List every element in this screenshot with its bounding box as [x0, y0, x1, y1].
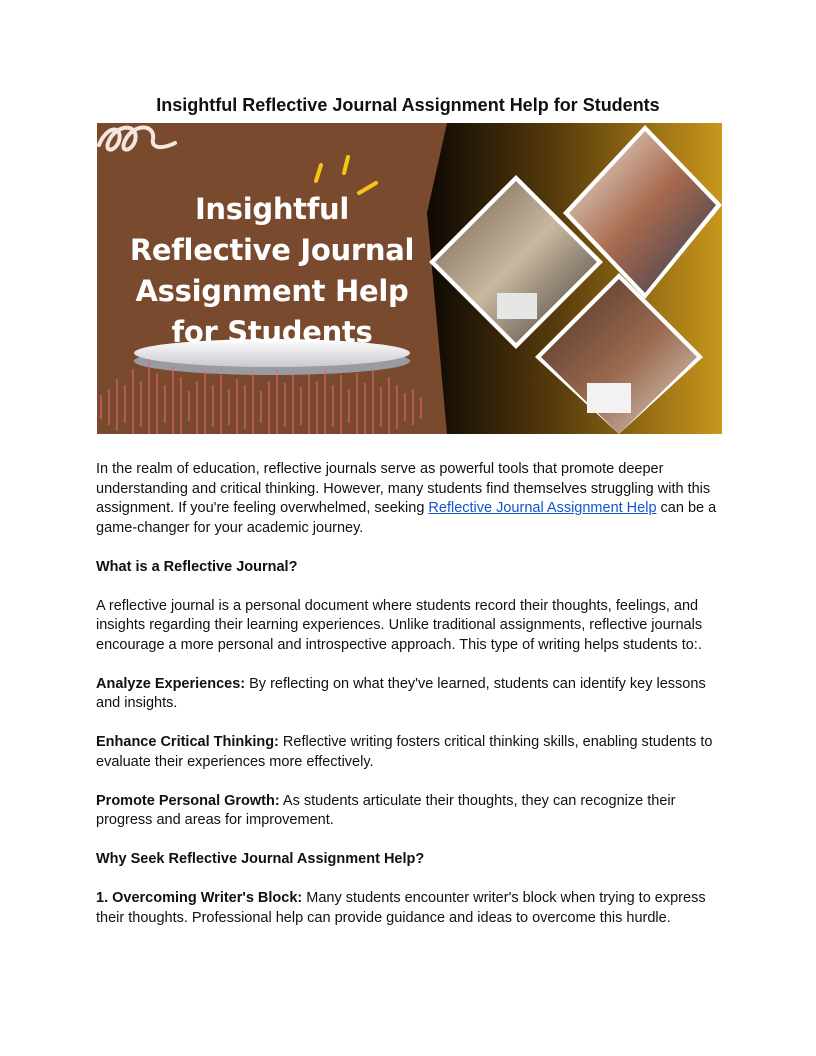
- section-heading: What is a Reflective Journal?: [96, 558, 298, 575]
- benefit-item: Analyze Experiences: By reflecting on what they've learned, students can identify key lessons and insights.: [96, 675, 706, 711]
- banner-line: Assignment Help: [135, 274, 409, 308]
- banner-line: Reflective Journal: [129, 233, 415, 267]
- benefit-item: Enhance Critical Thinking: Reflective writing fosters critical thinking skills, enabling students to evaluate their experiences more effectively.: [96, 734, 713, 770]
- section-heading: Why Seek Reflective Journal Assignment Help?: [96, 851, 425, 867]
- page-title: Insightful Reflective Journal Assignment Help for Students: [156, 95, 660, 115]
- hero-banner: [97, 123, 722, 434]
- banner-line: for Students: [171, 315, 373, 349]
- intro-paragraph: In the realm of education, reflective journals serve as powerful tools that promote deeper understanding and critical thinking. However, many students find themselves struggling with this assignment. If you're feeling overwhelmed, seeking Reflective Journal Assignment Help can be a game-changer for your academic journey.: [96, 461, 717, 536]
- banner-title: [97, 189, 447, 353]
- definition-paragraph: A reflective journal is a personal document where students record their thoughts, feelings, and insights regarding their learning experiences. Unlike traditional assignments, reflective journals encourage a more personal and introspective approach. This type of writing helps students to:.: [96, 597, 703, 653]
- article-body: [96, 460, 722, 948]
- banner-line: Insightful: [194, 192, 350, 226]
- reflective-journal-help-link[interactable]: Reflective Journal Assignment Help: [428, 500, 657, 516]
- benefit-item: Promote Personal Growth: As students articulate their thoughts, they can recognize their progress and areas for improvement.: [96, 792, 676, 828]
- reason-item: 1. Overcoming Writer's Block: Many students encounter writer's block when trying to express their thoughts. Professional help can provide guidance and ideas to overcome this hurdle.: [96, 890, 706, 926]
